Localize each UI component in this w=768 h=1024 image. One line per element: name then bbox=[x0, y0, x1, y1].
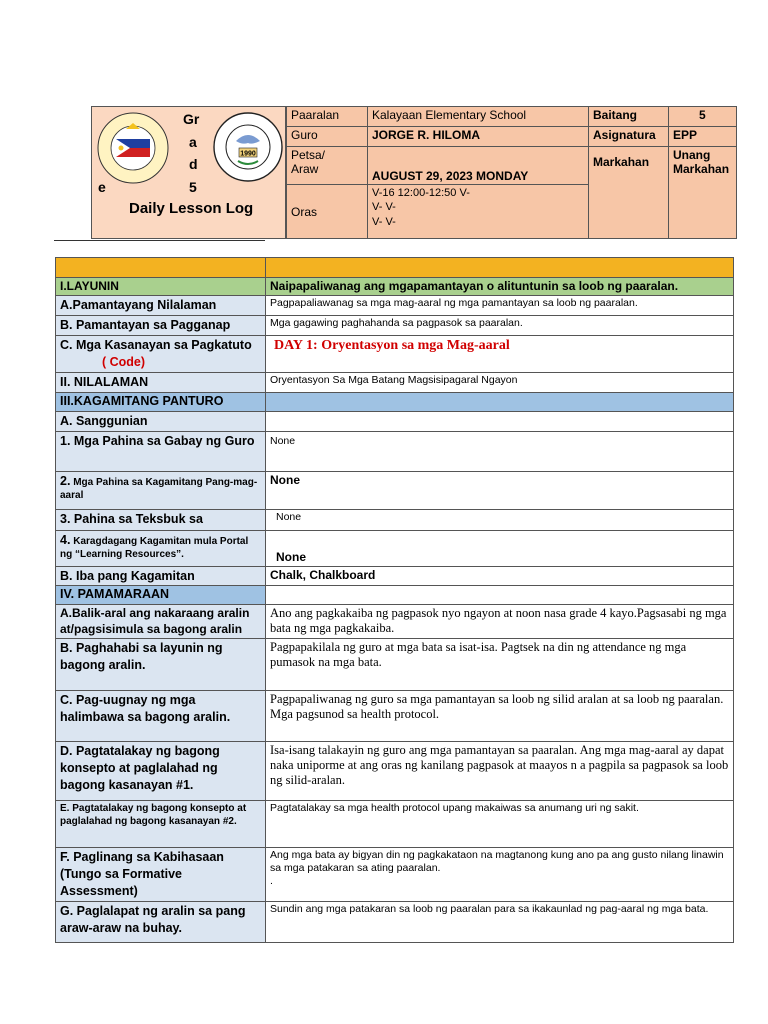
pagtatalakay-1-label: D. Pagtatalakay ng bagong konsepto at paglalahad ng bagong kasanayan #1. bbox=[56, 742, 266, 801]
paaralan-label: Paaralan bbox=[287, 107, 368, 127]
teksbuk-label: 3. Pahina sa Teksbuk sa bbox=[56, 509, 266, 530]
paglinang-dot: . bbox=[270, 875, 273, 888]
guro-value: JORGE R. HILOMA bbox=[368, 127, 589, 147]
lesson-log-table bbox=[55, 257, 734, 943]
iba-pang-kagamitan-value: Chalk, Chalkboard bbox=[266, 566, 734, 586]
gabay-guro-label: 1. Mga Pahina sa Gabay ng Guro bbox=[56, 431, 266, 471]
header-cell-right bbox=[266, 258, 734, 278]
paghahabi-label: B. Paghahabi sa layunin ng bagong aralin. bbox=[56, 639, 266, 691]
karagdagang-label-text: Karagdagang Kagamitan mula Portal ng “Learning Resources”. bbox=[60, 535, 249, 560]
grade-letter-3: d bbox=[189, 156, 198, 172]
paglinang-text: Ang mga bata ay bigyan din ng pagkakataon na magtanong kung ano pa ang gusto nilang linawin sa mga patakaran sa ating paaralan. bbox=[270, 849, 724, 875]
code-label: ( Code) bbox=[102, 354, 146, 369]
document-title: Daily Lesson Log bbox=[129, 200, 254, 217]
table-row bbox=[56, 848, 734, 902]
divider-line bbox=[54, 240, 265, 241]
kagamitang-pang-mag-aaral-value: None bbox=[266, 471, 734, 509]
paglinang-label: F. Paglinang sa Kabihasaan (Tungo sa Formative Assessment) bbox=[56, 848, 266, 902]
pamantayan-pagganap-label: B. Pamantayan sa Pagganap bbox=[56, 315, 266, 335]
pagtatalakay-1-value: Isa-isang talakayin ng guro ang mga pamantayan sa paaralan. Ang mga mag-aaral ay dapat naka uniporme at ang oras ng kanilang pagpasok at maayos n a pagpila sa pagpasok sa loob ng silid-aralan. bbox=[266, 742, 734, 801]
paaralan-value: Kalayaan Elementary School bbox=[368, 107, 589, 127]
pag-uugnay-label: C. Pag-uugnay ng mga halimbawa sa bagong aralin. bbox=[56, 691, 266, 742]
pamamaraan-value bbox=[266, 586, 734, 605]
schools-division-logo bbox=[96, 111, 170, 185]
paglalapat-label: G. Paglalapat ng aralin sa pang araw-araw na buhay. bbox=[56, 901, 266, 942]
header-cell-left bbox=[56, 258, 266, 278]
baitang-label: Baitang bbox=[589, 107, 669, 127]
asignatura-value: EPP bbox=[669, 127, 737, 147]
pamantayang-nilalaman-label: A.Pamantayang Nilalaman bbox=[56, 296, 266, 316]
table-row bbox=[56, 431, 734, 471]
table-row bbox=[56, 901, 734, 942]
table-row bbox=[56, 509, 734, 530]
kasanayan-label-text: C. Mga Kasanayan sa Pagkatuto bbox=[60, 337, 252, 352]
table-row bbox=[56, 586, 734, 605]
pagtatalakay-2-label: E. Pagtatalakay ng bagong konsepto at paglalahad ng bagong kasanayan #2. bbox=[56, 801, 266, 848]
grade-letter-1: Gr bbox=[183, 111, 200, 127]
table-row bbox=[56, 471, 734, 509]
kasanayan-value bbox=[266, 335, 734, 372]
kagamitang-panturo-label: III.KAGAMITANG PANTURO bbox=[56, 392, 266, 411]
grade-letter-2: a bbox=[189, 134, 197, 150]
table-header-row bbox=[56, 258, 734, 278]
iba-pang-kagamitan-label: B. Iba pang Kagamitan bbox=[56, 566, 266, 586]
table-row bbox=[56, 296, 734, 316]
layunin-label: I.LAYUNIN bbox=[56, 278, 266, 296]
nilalaman-label: II. NILALAMAN bbox=[56, 372, 266, 392]
kalayaan-school-logo bbox=[212, 111, 284, 183]
table-row bbox=[56, 639, 734, 691]
table-row bbox=[56, 530, 734, 566]
pagtatalakay-2-value: Pagtatalakay sa mga health protocol upang makaiwas sa anumang uri ng sakit. bbox=[266, 801, 734, 848]
kagamitang-panturo-value bbox=[266, 392, 734, 411]
asignatura-label: Asignatura bbox=[589, 127, 669, 147]
table-row bbox=[56, 335, 734, 372]
karagdagang-kagamitan-label bbox=[56, 530, 266, 566]
sanggunian-label: A. Sanggunian bbox=[56, 411, 266, 431]
teksbuk-value: None bbox=[266, 509, 734, 530]
gabay-guro-value: None bbox=[266, 431, 734, 471]
kagamitang-label-text: Mga Pahina sa Kagamitang Pang-mag-aaral bbox=[60, 476, 258, 501]
pamantayang-nilalaman-value: Pagpapaliawanag sa mga mag-aaral ng mga pamantayan sa loob ng paaralan. bbox=[266, 296, 734, 316]
table-row bbox=[56, 315, 734, 335]
karagdagang-num: 4. bbox=[60, 532, 71, 547]
table-row bbox=[56, 566, 734, 586]
table-row bbox=[56, 605, 734, 639]
table-row bbox=[56, 392, 734, 411]
karagdagang-kagamitan-value: None bbox=[266, 530, 734, 566]
paglalapat-value: Sundin ang mga patakaran sa loob ng paaralan para sa ikakaunlad ng pag-aaral ng mga bata. bbox=[266, 901, 734, 942]
pamantayan-pagganap-value: Mga gagawing paghahanda sa pagpasok sa paaralan. bbox=[266, 315, 734, 335]
table-row bbox=[56, 801, 734, 848]
day1-title: DAY 1: Oryentasyon sa mga Mag-aaral bbox=[274, 337, 510, 353]
kasanayan-label bbox=[56, 335, 266, 372]
balik-aral-label: A.Balik-aral ang nakaraang aralin at/pagsisimula sa bagong aralin bbox=[56, 605, 266, 639]
table-row bbox=[56, 742, 734, 801]
nilalaman-value: Oryentasyon Sa Mga Batang Magsisipagaral Ngayon bbox=[266, 372, 734, 392]
baitang-value: 5 bbox=[669, 107, 737, 127]
balik-aral-value: Ano ang pagkakaiba ng pagpasok nyo ngayon at noon nasa grade 4 kayo.Pagsasabi ng mga bata ng mga pagkakaiba. bbox=[266, 605, 734, 639]
lesson-info-table bbox=[286, 106, 737, 239]
oras-label: Oras bbox=[287, 185, 368, 239]
pamamaraan-label: IV. PAMAMARAAN bbox=[56, 586, 266, 605]
pag-uugnay-value: Pagpapaliwanag ng guro sa mga pamantayan sa loob ng silid aralan at sa loob ng paaralan. Mga pagsunod sa health protocol. bbox=[266, 691, 734, 742]
table-row bbox=[56, 691, 734, 742]
paglinang-value bbox=[266, 848, 734, 902]
markahan-value: Unang Markahan bbox=[669, 147, 737, 239]
petsa-label: Petsa/ Araw bbox=[287, 147, 368, 185]
markahan-label: Markahan bbox=[589, 147, 669, 239]
grade-letter-4: e bbox=[98, 179, 106, 195]
layunin-value: Naipapaliwanag ang mgapamantayan o alituntunin sa loob ng paaralan. bbox=[266, 278, 734, 296]
table-row bbox=[56, 278, 734, 296]
grade-letter-5: 5 bbox=[189, 179, 197, 195]
sanggunian-value bbox=[266, 411, 734, 431]
school-header-box bbox=[91, 106, 286, 239]
guro-label: Guro bbox=[287, 127, 368, 147]
kagamitang-num: 2. bbox=[60, 473, 71, 488]
table-row bbox=[56, 372, 734, 392]
logo-year: 1990 bbox=[240, 150, 256, 158]
paghahabi-value: Pagpapakilala ng guro at mga bata sa isat-isa. Pagtsek na din ng attendance ng mga pumasok na mga bata. bbox=[266, 639, 734, 691]
petsa-value: AUGUST 29, 2023 MONDAY bbox=[368, 147, 589, 185]
oras-value: V-16 12:00-12:50 V- V- V- V- V- bbox=[368, 185, 589, 239]
kagamitang-pang-mag-aaral-label bbox=[56, 471, 266, 509]
table-row bbox=[56, 411, 734, 431]
